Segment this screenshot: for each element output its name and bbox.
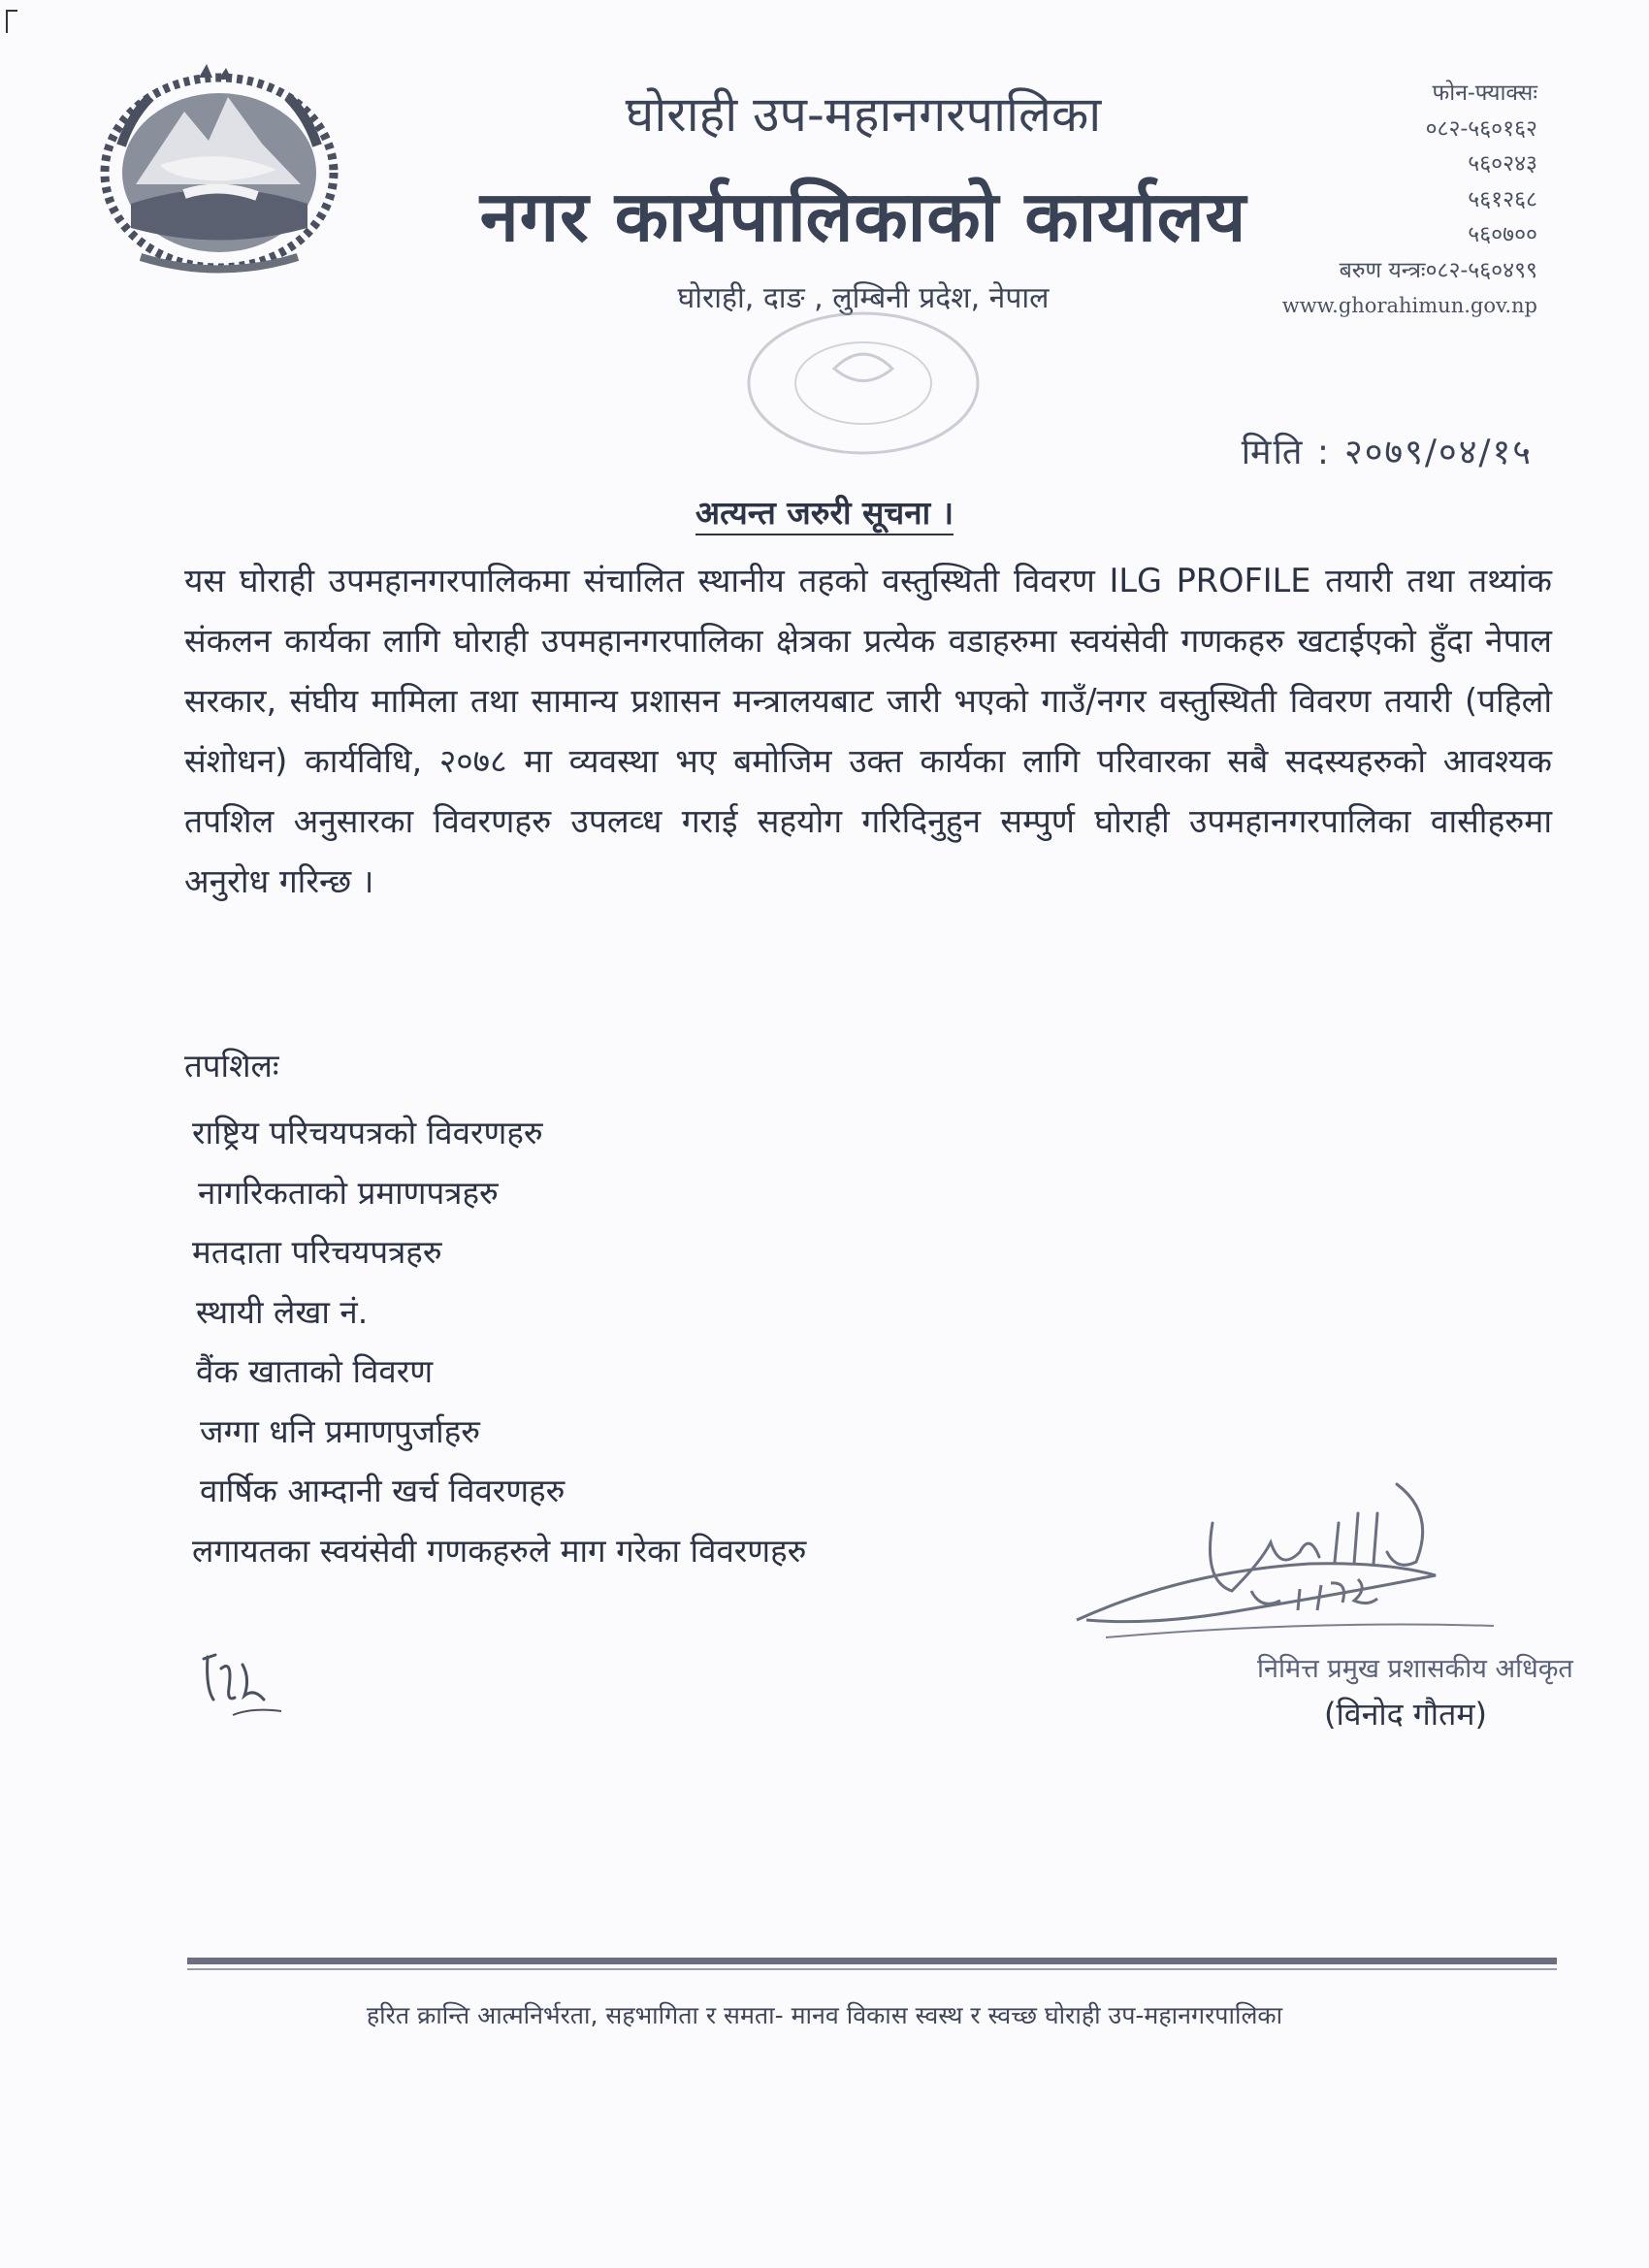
notice-title — [0, 490, 1649, 534]
phone-number: ५६१२६८ — [1468, 186, 1537, 212]
date-label: मिति : — [1241, 433, 1331, 472]
phone-number: ०८२-५६०१६२ — [1425, 115, 1537, 142]
list-item: राष्ट्रिय परिचयपत्रको विवरणहरु — [192, 1114, 543, 1151]
office-title: नगर कार्यपालिकाको कार्यालय — [479, 176, 1247, 257]
details-label: तपशिलः — [184, 1047, 279, 1085]
municipality-name: घोराही उप-महानगरपालिका — [625, 86, 1102, 143]
list-item: लगायतका स्वयंसेवी गणकहरुले माग गरेका विवरणहरु — [192, 1531, 807, 1570]
handwritten-initials — [194, 1639, 301, 1727]
signatory-name: (विनोद गौतम) — [1324, 1696, 1487, 1733]
office-seal-stamp — [737, 301, 989, 466]
website-link[interactable]: www.ghorahimun.gov.np — [1281, 294, 1537, 317]
footer-divider — [187, 1958, 1557, 1964]
page-corner-mark — [6, 10, 17, 33]
footer-slogan: हरित क्रान्ति आत्मनिर्भरता, सहभागिता र समता- मानव विकास स्वस्थ र स्वच्छ घोराही उप-महानगरपालिका — [366, 2001, 1283, 2029]
notice-body: यस घोराही उपमहानगरपालिकमा संचालित स्थानीय तहको वस्तुस्थिती विवरण ILG PROFILE तयारी तथा तथ्यांक संकलन कार्यका लागि घोराही उपमहानगरपालिका क्षेत्रका प्रत्येक वडाहरुमा स्वयंसेवी गणकहरु खटाईएको हुँदा नेपाल सरकार, संघीय मामिला तथा सामान्य प्रशासन मन्त्रालयबाट जारी भएको गाउँ/नगर वस्तुस्थिती विवरण तयारी (पहिलो संशोधन) कार्यविधि, २०७८ मा व्यवस्था भए बमोजिम उक्त कार्यका लागि परिवारका सबै सदस्यहरुको आवश्यक तपशिल अनुसारका विवरणहरु उपलव्ध गराई सहयोग गरिदिनुहुन सम्पुर्ण घोराही उपमहानगरपालिका वासीहरुमा अनुरोध गरिन्छ । — [184, 562, 1552, 900]
contact-block — [1282, 76, 1537, 324]
phone-number: ५६०७०० — [1468, 222, 1537, 247]
official-signature — [1067, 1474, 1513, 1669]
notice-title-text: अत्यन्त जरुरी सूचना । — [695, 494, 954, 535]
required-documents-list — [192, 1103, 806, 1580]
letter-date — [1242, 427, 1533, 474]
list-item: स्थायी लेखा नं. — [196, 1292, 369, 1331]
date-value: २०७९/०४/१५ — [1343, 433, 1533, 472]
list-item: वैंक खाताको विवरण — [196, 1352, 434, 1390]
fire-line: बरुण यन्त्रः०८२-५६०४९९ — [1339, 257, 1537, 283]
list-item: जग्गा धनि प्रमाणपुर्जाहरु — [200, 1411, 480, 1450]
footer-divider-thin — [187, 1968, 1557, 1970]
phone-number: ५६०२४३ — [1468, 151, 1537, 177]
signatory-title: निमित्त प्रमुख प्रशासकीय अधिकृत — [1257, 1654, 1573, 1684]
office-address: घोराही, दाङ , लुम्बिनी प्रदेश, नेपाल — [677, 281, 1050, 315]
contact-label: फोन-फ्याक्सः — [1432, 81, 1537, 106]
list-item: वार्षिक आम्दानी खर्च विवरणहरु — [200, 1472, 566, 1509]
list-item: नागरिकताको प्रमाणपत्रहरु — [198, 1173, 499, 1212]
list-item: मतदाता परिचयपत्रहरु — [192, 1233, 442, 1271]
